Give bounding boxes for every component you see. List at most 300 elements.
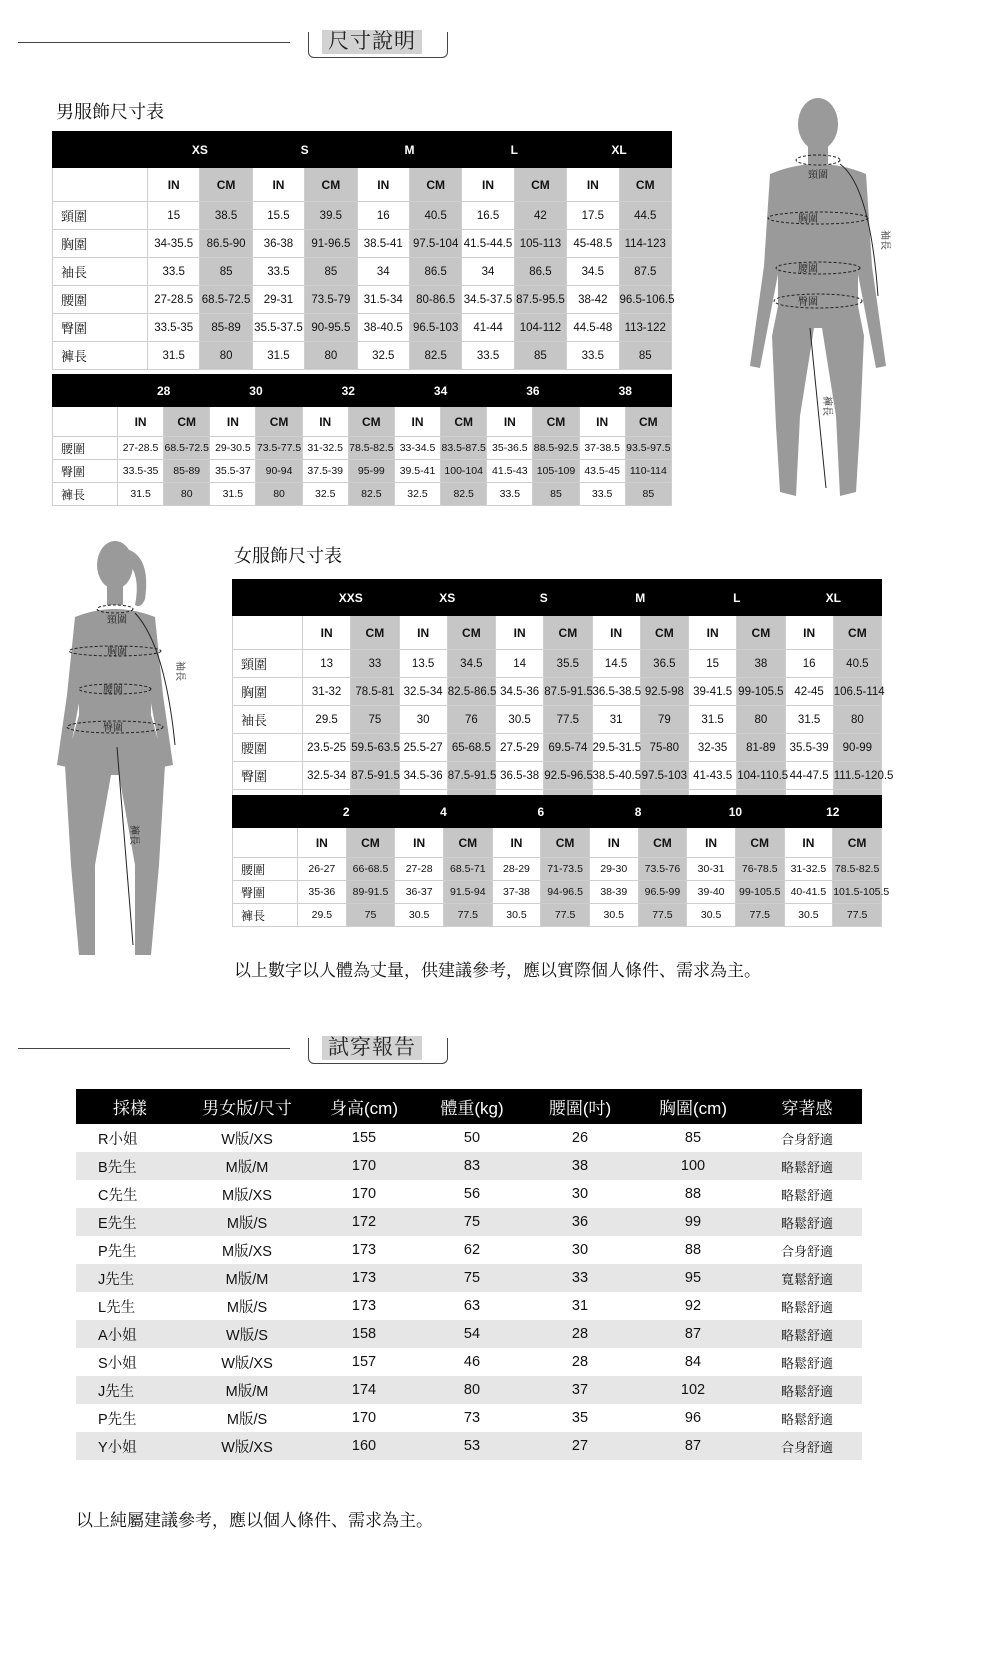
table-cell: 80 (164, 483, 210, 506)
table-row (76, 1236, 862, 1264)
table-corner (53, 407, 118, 437)
table-cell: 99 (634, 1208, 752, 1236)
table-cell: 28 (571, 1354, 589, 1370)
size-header: M (357, 132, 462, 168)
table-cell: 29.5 (298, 904, 347, 927)
table-cell: 16.5 (462, 202, 514, 230)
table-cell: 77.5 (544, 706, 592, 734)
table-cell: 66-68.5 (346, 858, 395, 881)
table-corner (233, 580, 303, 616)
table-cell: 35 (571, 1410, 589, 1426)
table-cell: 33.5-35 (148, 314, 200, 342)
table-cell: 28-29 (492, 858, 541, 881)
table-cell: 28 (526, 1320, 634, 1348)
unit-cm-header: CM (640, 616, 688, 650)
men-tops-size-table (52, 131, 675, 370)
table-cell: 105-109 (533, 460, 579, 483)
table-row (53, 342, 672, 370)
size-header: XS (148, 132, 253, 168)
table-row (233, 706, 882, 734)
table-cell: 87 (634, 1320, 752, 1348)
table-cell: 73 (463, 1410, 481, 1426)
table-cell: 76-78.5 (735, 858, 784, 881)
unit-cm-header: CM (256, 407, 302, 437)
table-cell: 31 (571, 1298, 589, 1314)
table-cell: 寬鬆舒適 (752, 1264, 862, 1292)
table-cell: 63 (463, 1298, 481, 1314)
unit-in-header: IN (785, 616, 833, 650)
table-cell: M版/M (184, 1264, 310, 1292)
row-label: 袖長 (53, 258, 148, 286)
table-cell: 41-44 (462, 314, 514, 342)
table-cell: L先生 (98, 1299, 136, 1316)
size-header: XL (785, 580, 882, 616)
column-header: 體重(kg) (418, 1089, 526, 1124)
table-cell: 39.5 (305, 202, 357, 230)
table-row (76, 1180, 862, 1208)
table-cell: 32.5-34 (303, 762, 351, 790)
table-cell: 合身舒適 (780, 1243, 833, 1259)
table-cell: 65-68.5 (447, 734, 495, 762)
table-cell: 82.5 (441, 483, 487, 506)
table-cell: 91.5-94 (443, 881, 492, 904)
table-cell: 69.5-74 (544, 734, 592, 762)
row-label: 臀圍 (53, 314, 148, 342)
table-row (233, 678, 882, 706)
table-cell: 29-30.5 (210, 437, 256, 460)
table-cell: 100 (634, 1152, 752, 1180)
table-cell: 85 (625, 483, 671, 506)
table-cell: 95-99 (348, 460, 394, 483)
column-header: 男女版/尺寸 (184, 1089, 310, 1124)
table-cell: 29.5-31.5 (592, 734, 640, 762)
column-header: 身高(cm) (310, 1089, 418, 1124)
unit-in-header: IN (118, 407, 164, 437)
table-cell: 38-42 (567, 286, 619, 314)
table-cell: 82.5 (409, 342, 461, 370)
table-cell: 77.5 (833, 904, 882, 927)
table-cell: M版/M (184, 1376, 310, 1404)
trial-report-table (76, 1089, 862, 1460)
unit-cm-header: CM (541, 828, 590, 858)
row-label: 臀圍 (233, 762, 303, 790)
unit-in-header: IN (496, 616, 544, 650)
table-cell: 34.5 (447, 650, 495, 678)
table-cell: 86.5 (409, 258, 461, 286)
men-bottoms-size-table (52, 374, 672, 506)
table-cell: 172 (310, 1208, 418, 1236)
row-label: 褲長 (53, 342, 148, 370)
table-cell: 37-38.5 (579, 437, 625, 460)
table-cell: 31.5 (785, 706, 833, 734)
table-row (233, 904, 882, 927)
row-label: 胸圍 (53, 230, 148, 258)
table-corner (233, 828, 298, 858)
unit-cm-header: CM (833, 616, 881, 650)
table-cell: 99-105.5 (735, 881, 784, 904)
table-cell: 33.5 (579, 483, 625, 506)
unit-in-header: IN (784, 828, 833, 858)
table-cell: 53 (418, 1432, 526, 1460)
table-cell: 39.5-41 (394, 460, 440, 483)
table-cell: 68.5-72.5 (200, 286, 252, 314)
unit-cm-header: CM (351, 616, 399, 650)
unit-in-header: IN (303, 616, 351, 650)
female-label-inseam: 褲長 (128, 825, 139, 845)
table-cell: 32-35 (689, 734, 737, 762)
table-cell: 82.5-86.5 (447, 678, 495, 706)
table-cell: 46 (463, 1354, 481, 1370)
table-row (76, 1152, 862, 1180)
table-cell: 34-35.5 (148, 230, 200, 258)
table-cell: 78.5-82.5 (833, 858, 882, 881)
unit-cm-header: CM (625, 407, 671, 437)
table-cell: 158 (310, 1320, 418, 1348)
table-cell: 34.5-36 (496, 678, 544, 706)
table-cell: 34 (357, 258, 409, 286)
table-cell: 26 (571, 1130, 589, 1146)
table-cell: 36 (526, 1208, 634, 1236)
table-corner (233, 796, 298, 828)
table-cell: 36.5-38.5 (592, 678, 640, 706)
table-cell: 35-36.5 (487, 437, 533, 460)
table-cell: 78.5-81 (351, 678, 399, 706)
table-cell: 40.5 (833, 650, 881, 678)
row-label: 褲長 (53, 483, 118, 506)
table-cell: 97.5-104 (409, 230, 461, 258)
unit-in-header: IN (357, 168, 409, 202)
table-corner (53, 375, 118, 407)
table-cell: 39-41.5 (689, 678, 737, 706)
table-cell: 77.5 (638, 904, 687, 927)
female-silhouette (57, 541, 173, 955)
table-row (53, 437, 672, 460)
table-row (76, 1320, 862, 1348)
unit-cm-header: CM (200, 168, 252, 202)
size-header: S (496, 580, 593, 616)
table-cell: P先生 (98, 1411, 137, 1428)
table-cell: 96.5-106.5 (619, 286, 671, 314)
table-cell: 110-114 (625, 460, 671, 483)
table-cell: 30.5 (687, 904, 736, 927)
table-cell: 87.5-91.5 (447, 762, 495, 790)
table-cell: 174 (310, 1376, 418, 1404)
table-cell: 75 (418, 1264, 526, 1292)
table-cell: 26-27 (298, 858, 347, 881)
table-cell: 44-47.5 (785, 762, 833, 790)
unit-in-header: IN (210, 407, 256, 437)
table-cell: 85 (200, 258, 252, 286)
table-cell: 80 (200, 342, 252, 370)
row-label: 腰圍 (53, 437, 118, 460)
table-cell: 30.5 (492, 904, 541, 927)
table-row (76, 1404, 862, 1432)
table-cell: 82.5 (348, 483, 394, 506)
female-label-neck: 頸圍 (107, 615, 127, 626)
row-label: 腰圍 (53, 286, 148, 314)
table-cell: 38.5 (200, 202, 252, 230)
unit-in-header: IN (148, 168, 200, 202)
table-cell: 30 (571, 1186, 589, 1202)
size-header: L (462, 132, 567, 168)
size-header: 28 (118, 375, 210, 407)
table-cell: 34.5 (567, 258, 619, 286)
table-cell: 56 (463, 1186, 481, 1202)
table-cell: 33.5 (462, 342, 514, 370)
table-cell: 78.5-82.5 (348, 437, 394, 460)
table-cell: 33.5 (148, 258, 200, 286)
table-row (53, 202, 672, 230)
unit-cm-header: CM (514, 168, 566, 202)
table-cell: 30 (399, 706, 447, 734)
table-cell: 31.5 (118, 483, 164, 506)
table-cell: 34.5-36 (399, 762, 447, 790)
unit-cm-header: CM (735, 828, 784, 858)
table-cell: M版/M (184, 1152, 310, 1180)
unit-cm-header: CM (638, 828, 687, 858)
table-cell: 35.5-39 (785, 734, 833, 762)
table-cell: W版/XS (221, 1131, 273, 1148)
table-cell: 96.5-99 (638, 881, 687, 904)
unit-in-header: IN (252, 168, 304, 202)
table-cell: 92 (684, 1298, 702, 1314)
size-header: 6 (492, 796, 589, 828)
table-cell: 30.5 (589, 904, 638, 927)
table-cell: 105-113 (514, 230, 566, 258)
male-label-waist: 腰圍 (798, 264, 818, 275)
table-cell: 31.5 (252, 342, 304, 370)
table-row (76, 1376, 862, 1404)
table-cell: 略鬆舒適 (780, 1355, 833, 1371)
table-cell: 87.5-91.5 (351, 762, 399, 790)
table-cell: 90-95.5 (305, 314, 357, 342)
table-cell: 32.5 (302, 483, 348, 506)
table-cell: 88 (684, 1186, 702, 1202)
table-cell: W版/S (184, 1320, 310, 1348)
table-cell: 97.5-103 (640, 762, 688, 790)
table-cell: J先生 (76, 1376, 184, 1404)
table-cell: 38.5-40.5 (592, 762, 640, 790)
table-cell: 101.5-105.5 (833, 881, 882, 904)
men-size-chart-title: 男服飾尺寸表 (56, 102, 164, 122)
row-label: 袖長 (233, 706, 303, 734)
table-cell: 27.5-29 (496, 734, 544, 762)
table-cell: 30.5 (784, 904, 833, 927)
table-cell: M版/XS (222, 1187, 272, 1204)
table-row (53, 286, 672, 314)
unit-in-header: IN (589, 828, 638, 858)
table-row (233, 650, 882, 678)
table-cell: 29-30 (589, 858, 638, 881)
size-section-header (18, 28, 438, 58)
table-cell: 114-123 (619, 230, 671, 258)
table-cell: 17.5 (567, 202, 619, 230)
table-cell: 14 (496, 650, 544, 678)
female-label-hip: 臀圍 (103, 723, 123, 734)
table-cell: 104-110.5 (737, 762, 785, 790)
table-cell: 173 (351, 1298, 377, 1314)
table-cell: 27-28.5 (148, 286, 200, 314)
table-cell: 87.5-91.5 (544, 678, 592, 706)
size-header: S (252, 132, 357, 168)
unit-in-header: IN (302, 407, 348, 437)
size-header: 2 (298, 796, 395, 828)
table-cell: 71-73.5 (541, 858, 590, 881)
table-cell: 33.5-35 (118, 460, 164, 483)
table-cell: 73.5-79 (305, 286, 357, 314)
table-cell: 92.5-98 (640, 678, 688, 706)
table-cell: 170 (351, 1410, 377, 1426)
table-cell: 80 (418, 1376, 526, 1404)
table-cell: 15 (689, 650, 737, 678)
male-label-neck: 頸圍 (808, 170, 828, 181)
unit-cm-header: CM (164, 407, 210, 437)
table-cell: B先生 (76, 1152, 184, 1180)
section-title: 試穿報告 (322, 1036, 422, 1060)
table-cell: 43.5-45 (579, 460, 625, 483)
table-cell: 79 (640, 706, 688, 734)
table-cell: 44.5 (619, 202, 671, 230)
unit-in-header: IN (395, 828, 444, 858)
table-cell: 173 (351, 1242, 377, 1258)
table-cell: 33.5 (567, 342, 619, 370)
table-cell: 91-96.5 (305, 230, 357, 258)
section-title: 尺寸說明 (322, 30, 422, 54)
table-cell: 85 (533, 483, 579, 506)
table-cell: 31.5 (689, 706, 737, 734)
women-size-chart-title: 女服飾尺寸表 (234, 546, 342, 566)
table-cell: 86.5 (514, 258, 566, 286)
table-cell: 25.5-27 (399, 734, 447, 762)
table-cell: 38.5-41 (357, 230, 409, 258)
trial-note: 以上純屬建議參考，應以個人條件、需求為主。 (76, 1511, 433, 1530)
table-cell: 80 (256, 483, 302, 506)
size-header: 36 (487, 375, 579, 407)
table-cell: 84 (684, 1354, 702, 1370)
female-label-waist: 腰圍 (103, 685, 123, 696)
unit-in-header: IN (687, 828, 736, 858)
table-cell: 37-38 (492, 881, 541, 904)
unit-cm-header: CM (447, 616, 495, 650)
unit-in-header: IN (298, 828, 347, 858)
table-cell: 76 (447, 706, 495, 734)
table-cell: M版/XS (222, 1243, 272, 1260)
table-cell: C先生 (98, 1187, 138, 1204)
table-row (53, 483, 672, 506)
table-cell: 35.5-37 (210, 460, 256, 483)
male-body-diagram (740, 96, 910, 526)
table-cell: 77.5 (735, 904, 784, 927)
table-cell: 38-39 (589, 881, 638, 904)
table-cell: 85 (305, 258, 357, 286)
table-cell: M版/S (184, 1208, 310, 1236)
unit-in-header: IN (689, 616, 737, 650)
table-cell: 41-43.5 (689, 762, 737, 790)
table-cell: 36.5-38 (496, 762, 544, 790)
table-cell: R小姐 (98, 1131, 138, 1148)
table-cell: 45-48.5 (567, 230, 619, 258)
table-row (53, 314, 672, 342)
table-cell: 31.5 (210, 483, 256, 506)
table-cell: 31-32.5 (302, 437, 348, 460)
unit-cm-header: CM (348, 407, 394, 437)
table-row (76, 1348, 862, 1376)
table-cell: 30-31 (687, 858, 736, 881)
unit-cm-header: CM (737, 616, 785, 650)
table-cell: 73.5-76 (638, 858, 687, 881)
size-header: XS (399, 580, 496, 616)
table-cell: 35.5 (544, 650, 592, 678)
size-header: 10 (687, 796, 784, 828)
unit-cm-header: CM (409, 168, 461, 202)
male-label-sleeve: 袖長 (879, 230, 890, 250)
table-cell: 54 (418, 1320, 526, 1348)
table-cell: 29-31 (252, 286, 304, 314)
table-cell: 95 (634, 1264, 752, 1292)
table-cell: M版/S (226, 1299, 268, 1316)
unit-in-header: IN (567, 168, 619, 202)
female-label-sleeve: 袖長 (174, 661, 185, 681)
table-cell: 32.5 (394, 483, 440, 506)
women-bottoms-size-table (232, 795, 890, 927)
table-cell: 81-89 (737, 734, 785, 762)
table-cell: Y小姐 (76, 1432, 184, 1460)
unit-in-header: IN (492, 828, 541, 858)
size-header: 8 (589, 796, 686, 828)
table-cell: 42-45 (785, 678, 833, 706)
table-cell: 88 (684, 1242, 702, 1258)
size-header: XL (567, 132, 672, 168)
table-cell: 29.5 (303, 706, 351, 734)
table-cell: 62 (463, 1242, 481, 1258)
unit-cm-header: CM (305, 168, 357, 202)
table-cell: 35-36 (298, 881, 347, 904)
table-cell: 85 (619, 342, 671, 370)
table-cell: 13.5 (399, 650, 447, 678)
column-header: 腰圍(吋) (526, 1089, 634, 1124)
table-cell: 16 (357, 202, 409, 230)
table-corner (53, 132, 148, 168)
table-cell: 38 (526, 1152, 634, 1180)
table-cell: 40-41.5 (784, 881, 833, 904)
unit-cm-header: CM (619, 168, 671, 202)
female-label-chest: 胸圍 (107, 647, 127, 658)
table-cell: 73.5-77.5 (256, 437, 302, 460)
unit-in-header: IN (592, 616, 640, 650)
unit-in-header: IN (394, 407, 440, 437)
table-cell: 93.5-97.5 (625, 437, 671, 460)
table-corner (233, 616, 303, 650)
table-row (76, 1208, 862, 1236)
table-cell: 33 (526, 1264, 634, 1292)
table-cell: 170 (310, 1152, 418, 1180)
unit-cm-header: CM (544, 616, 592, 650)
table-row (233, 734, 882, 762)
size-header: 30 (210, 375, 302, 407)
table-cell: 100-104 (441, 460, 487, 483)
unit-cm-header: CM (441, 407, 487, 437)
table-cell: 106.5-114 (833, 678, 881, 706)
table-cell: 75 (418, 1208, 526, 1236)
table-cell: W版/XS (184, 1432, 310, 1460)
unit-cm-header: CM (443, 828, 492, 858)
table-cell: 14.5 (592, 650, 640, 678)
table-cell: 36.5 (640, 650, 688, 678)
table-cell: 16 (785, 650, 833, 678)
table-cell: 83.5-87.5 (441, 437, 487, 460)
table-cell: 33 (351, 650, 399, 678)
unit-in-header: IN (579, 407, 625, 437)
